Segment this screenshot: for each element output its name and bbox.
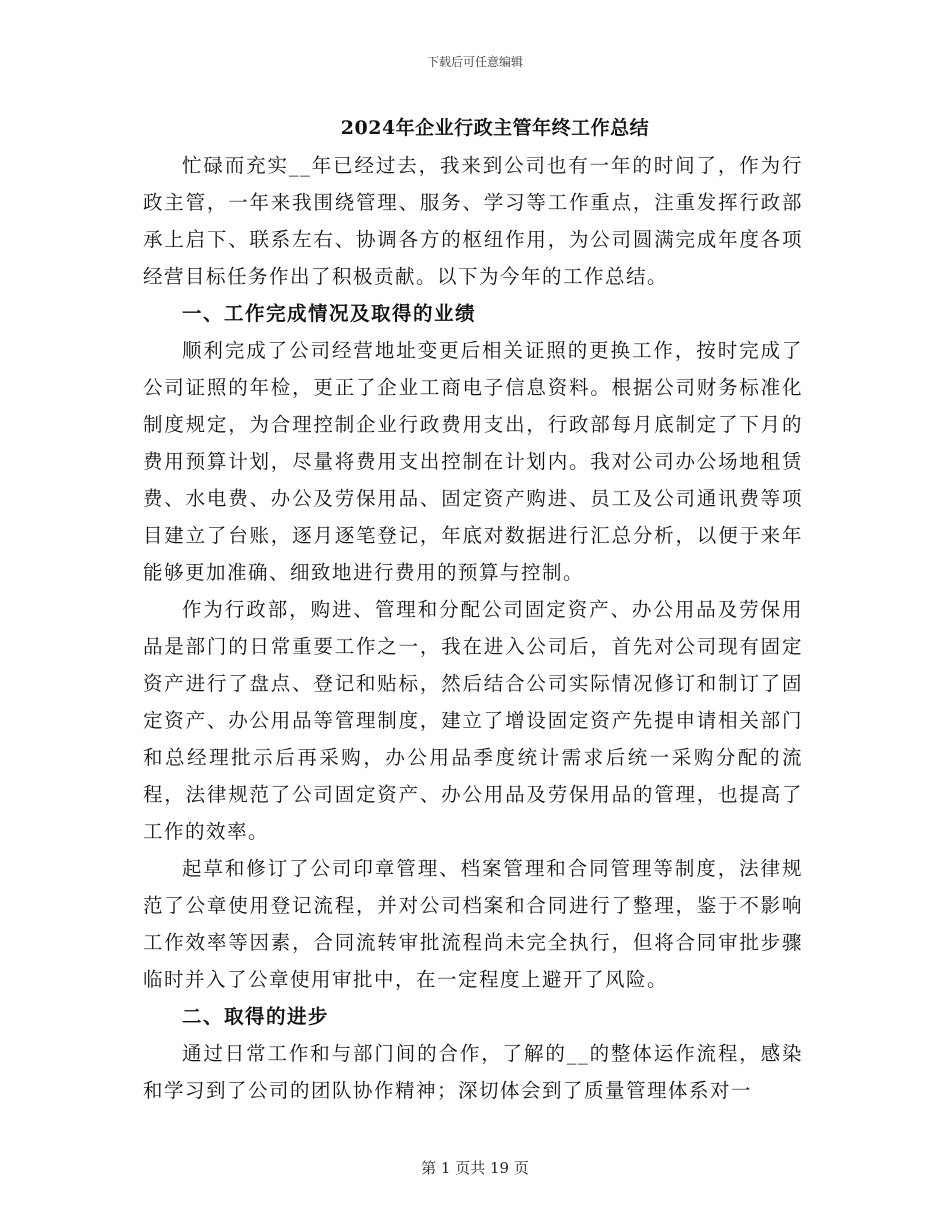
intro-paragraph: 忙碌而充实__年已经过去，我来到公司也有一年的时间了，作为行政主管，一年来我围绕管理、服务、学习等工作重点，注重发挥行政部承上启下、联系左右、协调各方的枢纽作用，为公司圆满完成年度各项经营目标任务作出了积极贡献。以下为今年的工作总结。 <box>143 154 803 288</box>
section1-paragraph-1: 顺利完成了公司经营地址变更后相关证照的更换工作，按时完成了公司证照的年检，更正了企业工商电子信息资料。根据公司财务标准化制度规定，为合理控制企业行政费用支出，行政部每月底制定了下月的费用预算计划，尽量将费用支出控制在计划内。我对公司办公场地租赁费、水电费、办公及劳保用品、固定资产购进、员工及公司通讯费等项目建立了台账，逐月逐笔登记，年底对数据进行汇总分析，以便于来年能够更加准确、细致地进行费用的预算与控制。 <box>143 339 803 584</box>
section1-paragraph-3: 起草和修订了公司印章管理、档案管理和合同管理等制度，法律规范了公章使用登记流程，并对公司档案和合同进行了整理，鉴于不影响工作效率等因素，合同流转审批流程尚未完全执行，但将合同审批步骤临时并入了公章使用审批中，在一定程度上避开了风险。 <box>143 857 803 991</box>
section2-paragraph-1: 通过日常工作和与部门间的合作，了解的__的整体运作流程，感染和学习到了公司的团队协作精神；深切体会到了质量管理体系对一 <box>143 1042 803 1102</box>
page-number-footer: 第 1 页共 19 页 <box>421 1159 529 1177</box>
page-header-note: 下载后可任意编辑 <box>426 55 523 69</box>
document-title: 2024年企业行政主管年终工作总结 <box>340 117 650 139</box>
section-heading-1: 一、工作完成情况及取得的业绩 <box>182 302 477 325</box>
document-body <box>143 147 803 1109</box>
section-heading-2: 二、取得的进步 <box>182 1005 330 1028</box>
section1-paragraph-2: 作为行政部，购进、管理和分配公司固定资产、办公用品及劳保用品是部门的日常重要工作之一，我在进入公司后，首先对公司现有固定资产进行了盘点、登记和贴标，然后结合公司实际情况修订和制订了固定资产、办公用品等管理制度，建立了增设固定资产先提申请相关部门和总经理批示后再采购，办公用品季度统计需求后统一采购分配的流程，法律规范了公司固定资产、办公用品及劳保用品的管理，也提高了工作的效率。 <box>143 598 803 843</box>
